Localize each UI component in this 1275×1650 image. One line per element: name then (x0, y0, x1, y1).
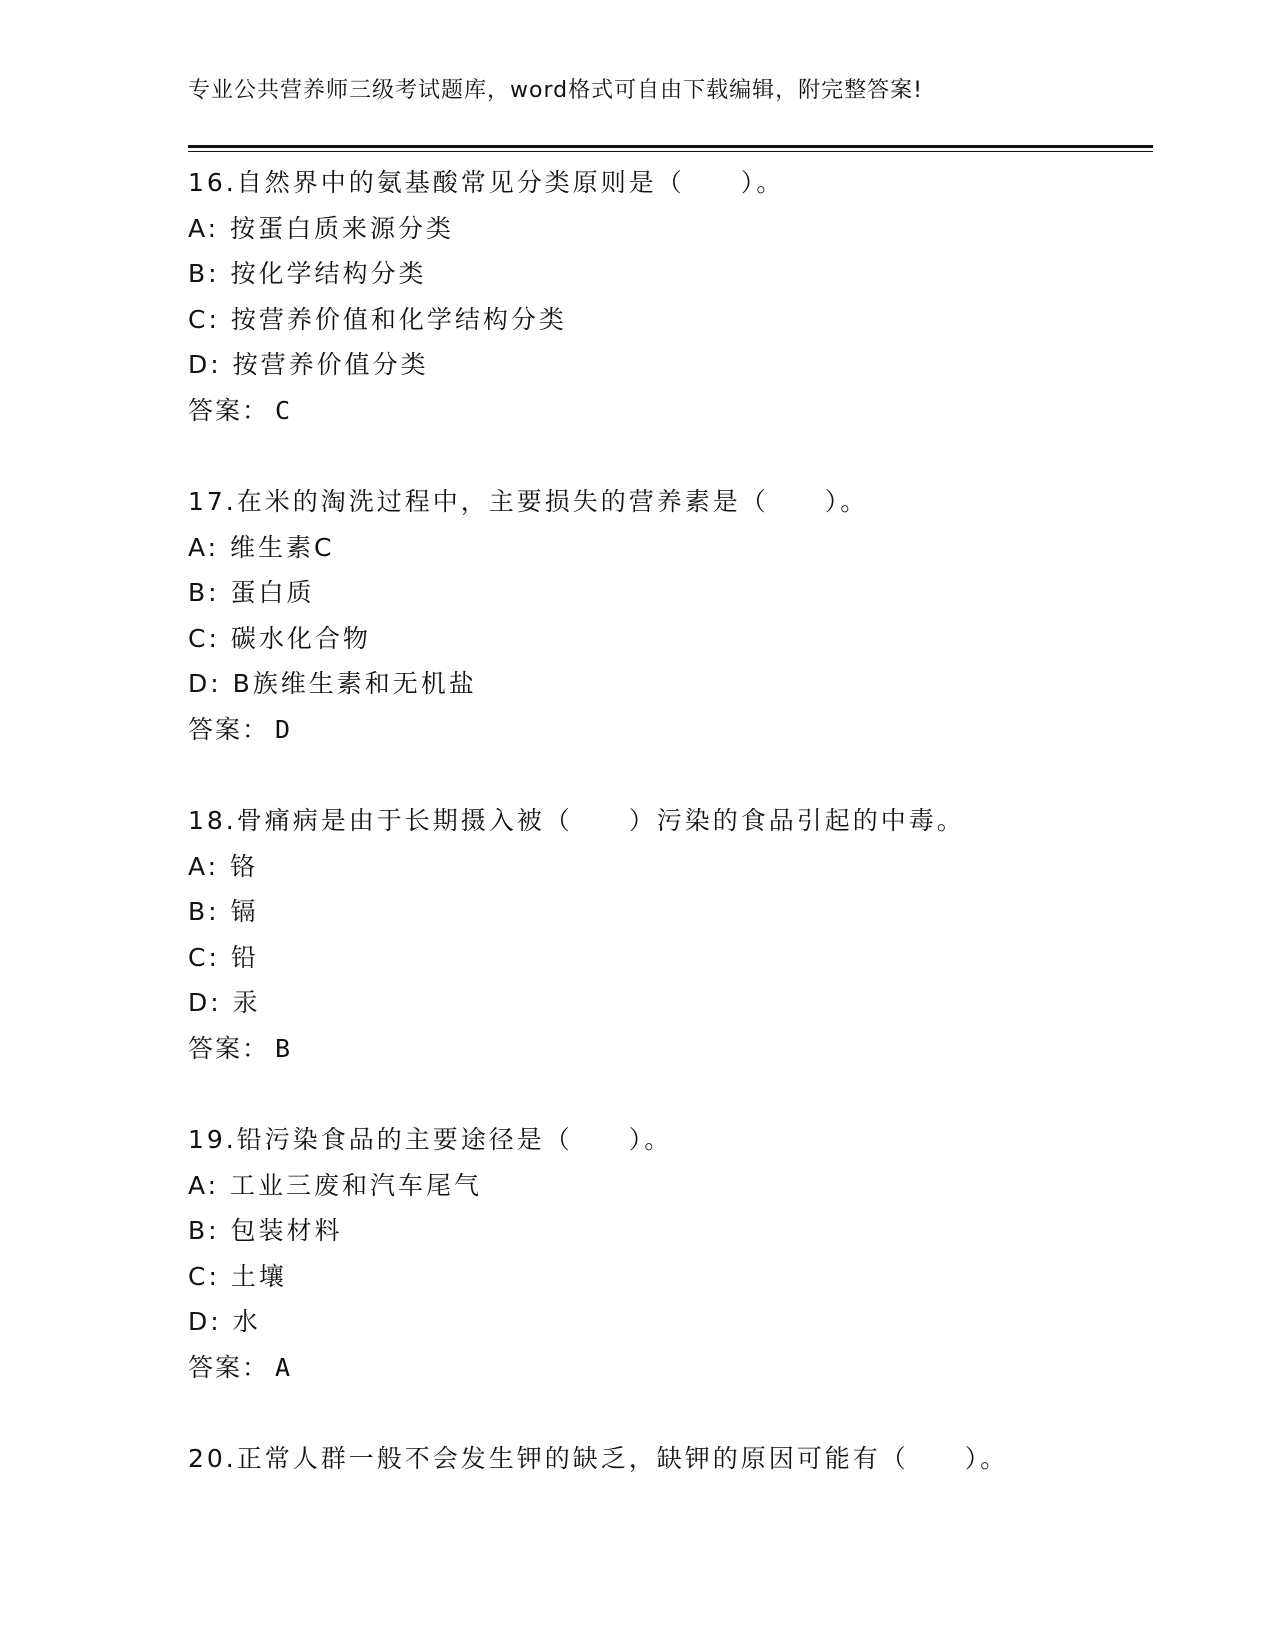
option-d: D: 汞 (188, 988, 261, 1017)
question-list (188, 160, 1153, 1482)
answer-label: 答案： (188, 1033, 270, 1063)
answer-value: B (275, 1033, 291, 1063)
option-d: D: 水 (188, 1307, 261, 1336)
question-20 (188, 1436, 1153, 1482)
header-divider-thin (188, 151, 1153, 152)
answer-row (188, 707, 1153, 753)
question-stem: 19.铅污染食品的主要途径是（ ）。 (188, 1125, 673, 1154)
question-19 (188, 1117, 1153, 1390)
option-b: B: 蛋白质 (188, 578, 315, 607)
option-a: A: 按蛋白质来源分类 (188, 213, 455, 243)
option-c: C: 碳水化合物 (188, 623, 371, 653)
answer-row (188, 1345, 1153, 1391)
question-17 (188, 479, 1153, 752)
option-d: D: 按营养价值分类 (188, 350, 429, 379)
answer-value: C (275, 395, 291, 425)
answer-label: 答案： (188, 1352, 270, 1382)
document-header: 专业公共营养师三级考试题库，word格式可自由下载编辑，附完整答案! (188, 78, 923, 103)
option-c: C: 土壤 (188, 1261, 287, 1291)
option-c: C: 铅 (188, 942, 259, 972)
option-b: B: 镉 (188, 897, 259, 926)
option-a: A: 维生素C (188, 532, 335, 562)
answer-value: D (275, 714, 291, 744)
question-18 (188, 798, 1153, 1071)
answer-row (188, 388, 1153, 434)
answer-value: A (275, 1352, 291, 1382)
option-a: A: 铬 (188, 851, 259, 881)
answer-label: 答案： (188, 714, 270, 744)
option-b: B: 按化学结构分类 (188, 259, 427, 288)
question-stem: 18.骨痛病是由于长期摄入被（ ）污染的食品引起的中毒。 (188, 806, 965, 835)
answer-label: 答案： (188, 395, 270, 425)
header-divider-thick (188, 145, 1153, 148)
question-16 (188, 160, 1153, 433)
option-c: C: 按营养价值和化学结构分类 (188, 304, 567, 334)
question-stem: 16.自然界中的氨基酸常见分类原则是（ ）。 (188, 168, 785, 197)
answer-row (188, 1026, 1153, 1072)
option-d: D: B族维生素和无机盐 (188, 669, 477, 698)
question-stem: 20.正常人群一般不会发生钾的缺乏，缺钾的原因可能有（ ）。 (188, 1444, 1009, 1473)
option-b: B: 包装材料 (188, 1216, 343, 1245)
question-stem: 17.在米的淘洗过程中，主要损失的营养素是（ ）。 (188, 487, 869, 516)
option-a: A: 工业三废和汽车尾气 (188, 1170, 483, 1200)
